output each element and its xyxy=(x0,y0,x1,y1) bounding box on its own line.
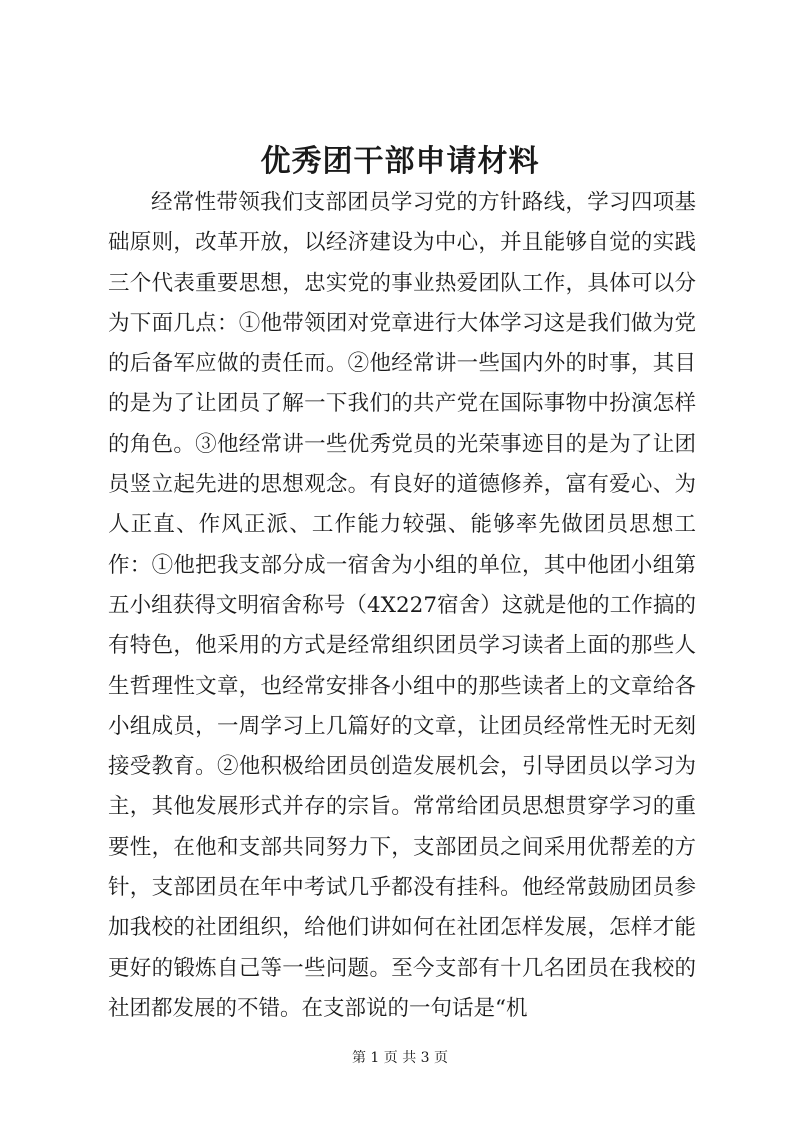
page-footer: 第 1 页 共 3 页 xyxy=(351,1050,449,1066)
body-paragraph: 经常性带领我们支部团员学习党的方针路线，学习四项基础原则，改革开放，以经济建设为中心，并且能够自觉的实践三个代表重要思想，忠实党的事业热爱团队工作，具体可以分为下面几点：①他带领团对党章进行大体学习这是我们做为党的后备军应做的责任而。②他经常讲一些国内外的时事，其目的是为了让团员了解一下我们的共产党在国际事物中扮演怎样的角色。③他经常讲一些优秀党员的光荣事迹目的是为了让团员竖立起先进的思想观念。有良好的道德修养，富有爱心、为人正直、作风正派、工作能力较强、能够率先做团员思想工作：①他把我支部分成一宿舍为小组的单位，其中他团小组第五小组获得文明宿舍称号（4X227宿舍）这就是他的工作搞的有特色，他采用的方式是经常组织团员学习读者上面的那些人生哲理性文章，也经常安排各小组中的那些读者上的文章给各小组成员，一周学习上几篇好的文章，让团员经常性无时无刻接受教育。②他积极给团员创造发展机会，引导团员以学习为主，其他发展形式并存的宗旨。常常给团员思想贯穿学习的重要性，在他和支部共同努力下，支部团员之间采用优帮差的方针，支部团员在年中考试几乎都没有挂科。他经常鼓励团员参加我校的社团组织，给他们讲如何在社团怎样发展，怎样才能更好的锻炼自己等一些问题。至今支部有十几名团员在我校的社团都发展的不错。在支部说的一句话是“机 xyxy=(108,190,696,1021)
document-title: 优秀团干部申请材料 xyxy=(260,144,540,179)
